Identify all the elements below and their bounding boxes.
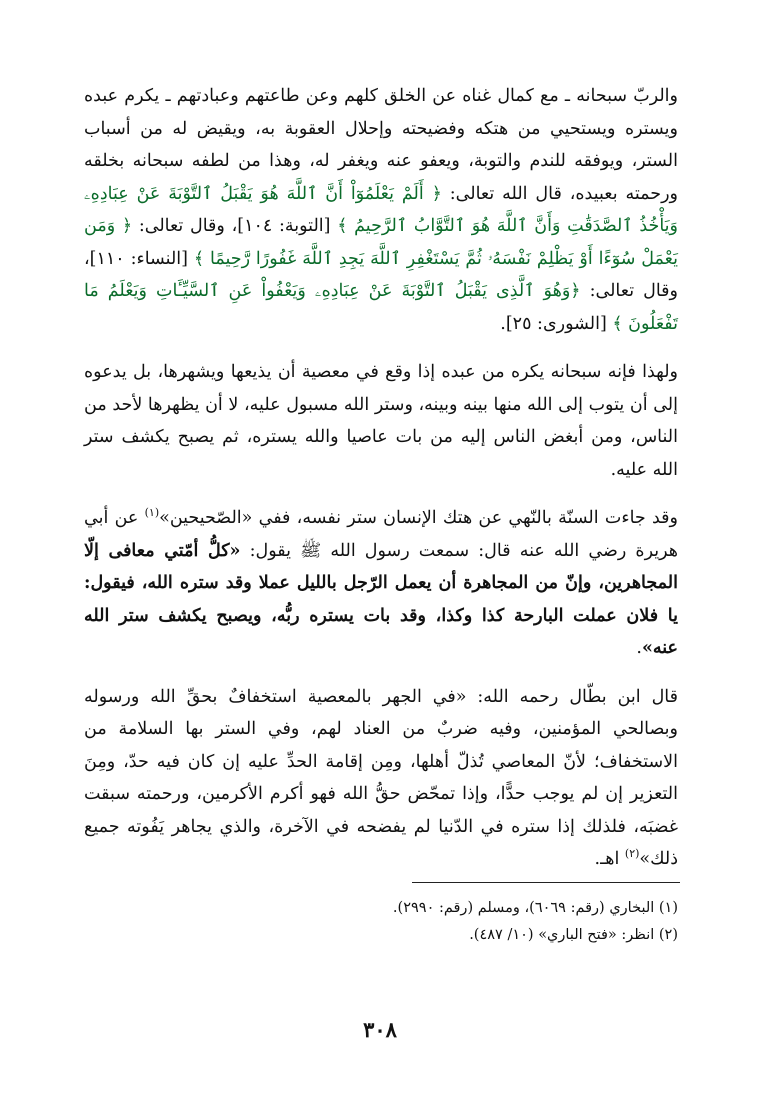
- paragraph-1: [84, 80, 678, 340]
- text-run: ولهذا فإنه سبحانه يكره من عبده إذا وقع في معصية أن يذيعها ويشهرها، بل يدعوه إلى أن يتوب إلى الله منها بينه وبينه، وستر الله مسبول عليه، لا أن يظهرها لأحد من الناس، ومن أبغض الناس إليه من بات عاصيا والله يستره، ثم يصبح يكشف ستر الله عليه.: [84, 362, 678, 480]
- text-run: [التوبة: ١٠٤]، وقال تعالى:: [132, 216, 338, 236]
- quran-verse: ﴿ أَلَمْ يَعْلَمُوٓاْ أَنَّ ٱللَّهَ هُوَ يَقْبَلُ ٱلتَّوْبَةَ عَنْ عِبَادِهِۦ وَيَأْخُذُ ٱلصَّدَقَٰتِ وَأَنَّ ٱللَّهَ هُوَ ٱلتَّوَّابُ ٱلرَّحِيمُ ﴾: [84, 183, 678, 236]
- footnote-1: (١) البخاري (رقم: ٦٠٦٩)، ومسلم (رقم: ٢٩٩٠).: [392, 900, 678, 916]
- paragraph-2: [84, 356, 678, 486]
- hadith-quote: «كلُّ أمّتي معافى إلّا المجاهرين، وإنّ من المجاهرة أن يعمل الرّجل بالليل عملا وقد ستره الله، فيقول: يا فلان عملت البارحة كذا وكذا، وقد بات يستره ربُّه، ويصبح يكشف ستر الله عنه»: [84, 540, 678, 658]
- text-run: .: [636, 638, 642, 658]
- quran-verse: ﴿وَهُوَ ٱلَّذِى يَقْبَلُ ٱلتَّوْبَةَ عَنْ عِبَادِهِۦ وَيَعْفُواْ عَنِ ٱلسَّيِّـَٔاتِ وَيَعْلَمُ مَا تَفْعَلُونَ ﴾: [84, 281, 678, 334]
- text-run: وقد جاءت السنّة بالنّهي عن هتك الإنسان ستر نفسه، ففي «الصّحيحين»: [159, 508, 678, 528]
- text-run: اهـ.: [594, 849, 625, 869]
- footnote-marker: (١): [144, 506, 160, 520]
- main-text: [84, 80, 678, 892]
- page-number: ٣٠٨: [363, 1017, 397, 1042]
- verse-reference: [الشورى: ٢٥].: [500, 313, 613, 334]
- footnotes: [84, 895, 678, 949]
- paragraph-3: [84, 502, 678, 665]
- footnote-2: (٢) انظر: «فتح الباري» (١٠/ ٤٨٧).: [469, 927, 678, 943]
- quran-verse: ﴿ وَمَن يَعْمَلْ سُوٓءًا أَوْ يَظْلِمْ نَفْسَهُۥ ثُمَّ يَسْتَغْفِرِ ٱللَّهَ يَجِدِ ٱللَّهَ غَفُورًا رَّحِيمًا ﴾: [84, 216, 678, 269]
- paragraph-4: [84, 681, 678, 876]
- text-run: قال ابن بطّال رحمه الله: «في الجهر بالمعصية استخفافٌ بحقِّ الله ورسوله وبصالحي المؤمنين، وفيه ضربٌ من العناد لهم، وفي الستر بها السلامة من الاستخفاف؛ لأنّ المعاصي تُذلّ أهلها، ومِن إقامة الحدِّ عليه إن كان فيه حدّ، ومِنَ التعزير إن لم يوجب حدًّا، وإذا تمحّض حقُّ الله فهو أكرم الأكرمين، ورحمته سبقت غضبَه، فلذلك إذا ستره في الدّنيا لم يفضحه في الآخرة، والذي يجاهر يَفُوته جميع ذلك»: [84, 686, 678, 869]
- footnote-divider: [412, 882, 680, 883]
- text-run: عن أبي هريرة رضي الله عنه قال: سمعت رسول الله ﷺ يقول:: [84, 508, 678, 561]
- text-run: [النساء: ١١٠]، وقال تعالى:: [84, 248, 678, 301]
- text-run: والربّ سبحانه ـ مع كمال غناه عن الخلق كلهم وعن طاعتهم وعبادتهم ـ يكرم عبده ويستره ويستحيي من هتكه وفضيحته وإحلال العقوبة به، ويقيض له من أسباب الستر، ويوفقه للندم والتوبة، ويعفو عنه ويغفر له، وهذا من لطفه سبحانه بخلقه ورحمته بعبيده، قال الله تعالى:: [84, 86, 678, 204]
- footnote-marker: (٢): [624, 847, 640, 861]
